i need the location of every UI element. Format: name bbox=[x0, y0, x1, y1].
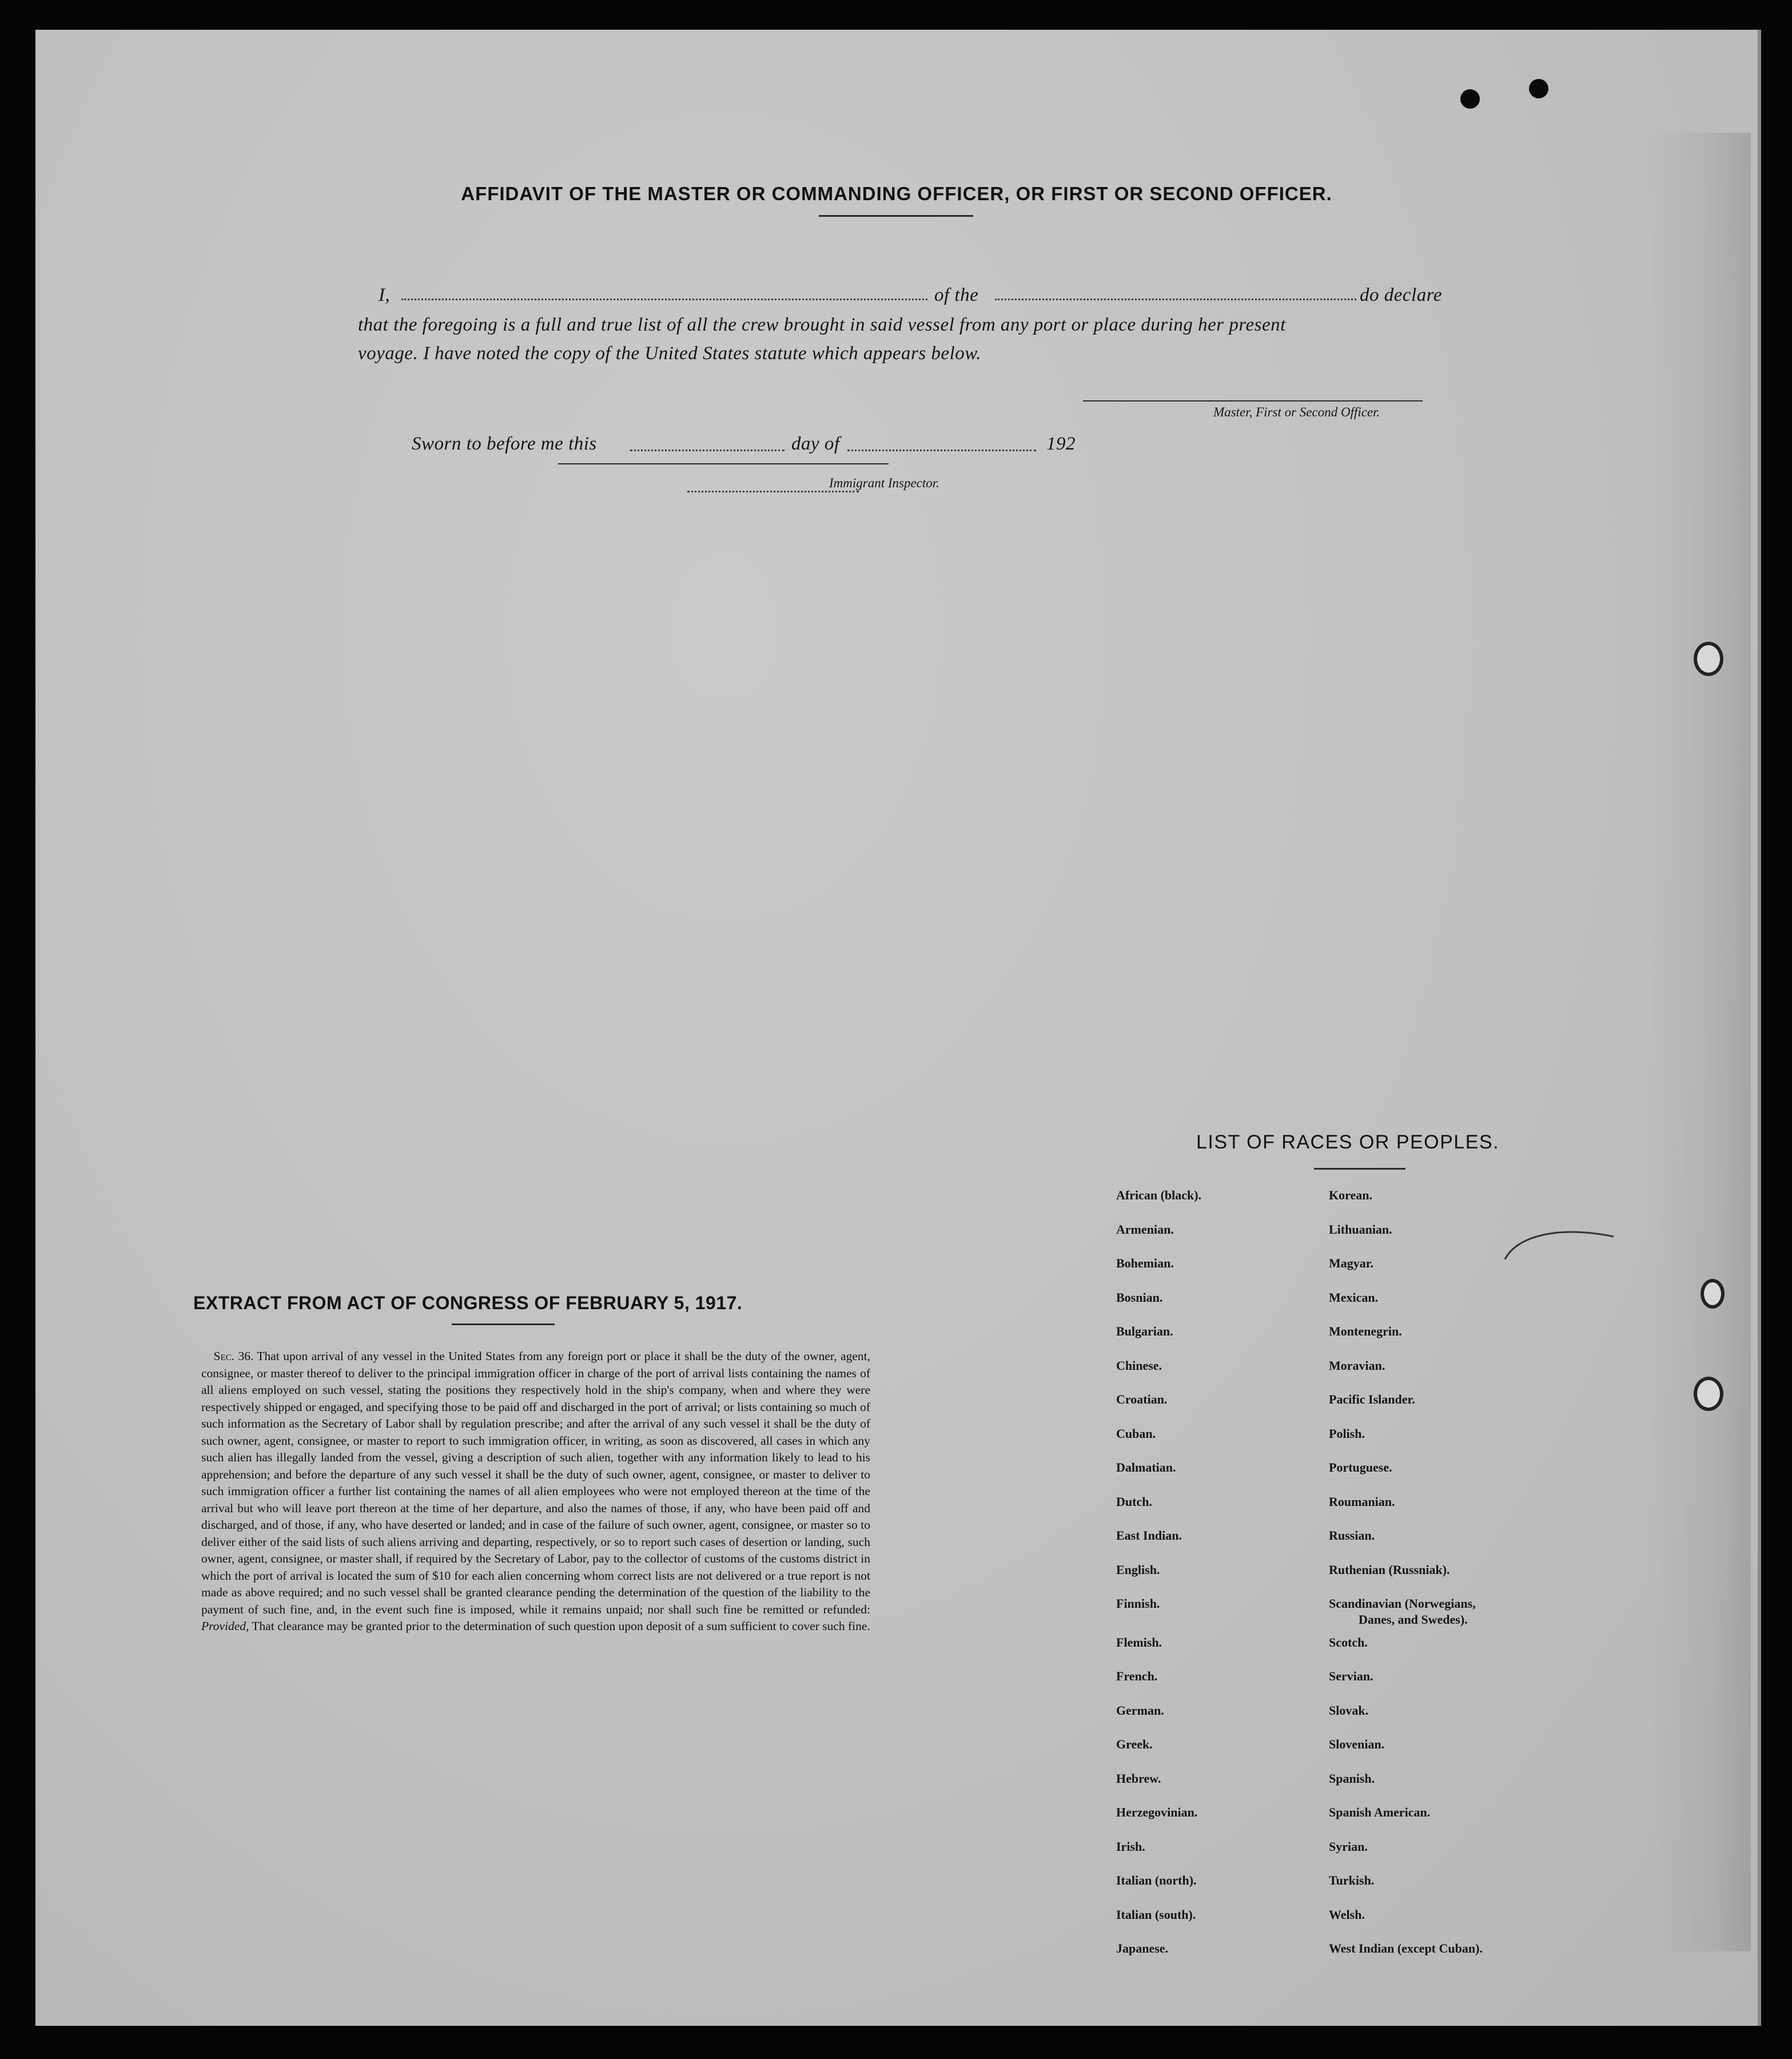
race-item: Bulgarian. bbox=[1116, 1324, 1173, 1338]
race-item: Welsh. bbox=[1329, 1907, 1365, 1922]
race-item: Slovak. bbox=[1329, 1703, 1369, 1718]
race-item: French. bbox=[1116, 1669, 1158, 1683]
race-item: Russian. bbox=[1329, 1528, 1375, 1543]
binding-ring bbox=[1694, 642, 1723, 676]
race-item: Croatian. bbox=[1116, 1392, 1168, 1406]
race-item: East Indian. bbox=[1116, 1528, 1182, 1543]
race-item: Irish. bbox=[1116, 1839, 1145, 1854]
race-item: Mexican. bbox=[1329, 1290, 1379, 1305]
day-blank bbox=[630, 450, 785, 451]
master-signature-label: Master, First or Second Officer. bbox=[1213, 405, 1380, 419]
race-item: Syrian. bbox=[1329, 1839, 1368, 1854]
race-item: Bosnian. bbox=[1116, 1290, 1163, 1305]
race-item: Chinese. bbox=[1116, 1358, 1162, 1373]
race-item: Spanish American. bbox=[1329, 1805, 1431, 1819]
pen-mark bbox=[1494, 1225, 1642, 1288]
race-item: Cuban. bbox=[1116, 1426, 1156, 1441]
title-underline bbox=[819, 215, 973, 217]
sworn-year: 192 bbox=[1046, 434, 1076, 454]
binding-ring bbox=[1694, 1377, 1723, 1411]
vessel-blank bbox=[995, 299, 1356, 300]
race-item: Magyar. bbox=[1329, 1256, 1374, 1270]
race-item: Spanish. bbox=[1329, 1771, 1375, 1786]
race-item: Ruthenian (Russniak). bbox=[1329, 1562, 1450, 1577]
race-item: Polish. bbox=[1329, 1426, 1365, 1441]
race-item: English. bbox=[1116, 1562, 1160, 1577]
race-item: Korean. bbox=[1329, 1188, 1372, 1202]
race-item: Bohemian. bbox=[1116, 1256, 1174, 1270]
month-blank bbox=[847, 450, 1036, 451]
affidavit-line-3: voyage. I have noted the copy of the United States statute which appears below. bbox=[358, 343, 982, 364]
race-item: Dutch. bbox=[1116, 1494, 1152, 1509]
races-title: LIST OF RACES OR PEOPLES. bbox=[1196, 1131, 1500, 1153]
affidavit-do-declare: do declare bbox=[1360, 285, 1442, 305]
punch-hole bbox=[1460, 89, 1480, 109]
race-item: West Indian (except Cuban). bbox=[1329, 1941, 1483, 1955]
race-item: Italian (south). bbox=[1116, 1907, 1196, 1922]
section-number: Sec. 36. bbox=[213, 1349, 254, 1363]
name-blank bbox=[401, 299, 927, 300]
race-item: Lithuanian. bbox=[1329, 1222, 1392, 1237]
master-signature-line bbox=[1083, 400, 1423, 402]
race-item: Flemish. bbox=[1116, 1635, 1162, 1649]
affidavit-i: I, bbox=[379, 285, 391, 305]
race-item: Dalmatian. bbox=[1116, 1460, 1176, 1474]
inspector-label: Immigrant Inspector. bbox=[829, 476, 939, 490]
race-item: Finnish. bbox=[1116, 1596, 1160, 1611]
race-item: Turkish. bbox=[1329, 1873, 1375, 1887]
extract-title: EXTRACT FROM ACT OF CONGRESS OF FEBRUARY 5, 1917. bbox=[193, 1293, 743, 1313]
race-item: Servian. bbox=[1329, 1669, 1373, 1683]
extract-text bbox=[201, 1348, 870, 1635]
inspector-signature-blank bbox=[687, 491, 859, 492]
race-item: Portuguese. bbox=[1329, 1460, 1392, 1474]
race-item: Roumanian. bbox=[1329, 1494, 1395, 1509]
extract-body-1: That upon arrival of any vessel in the United States from any foreign port or place it shall be the duty of the owner, agent, consignee, or master thereof to deliver to the principal immigration officer in charge of the port of arrival lists containing the names of all aliens employed on such vessel, stating the positions they respectively hold in the ship's company, when and where they were respectively shipped or engaged, and specifying those to be paid off and discharged in the port of arrival; or lists containing so much of such information as the Secretary of Labor shall by regulation prescribe; and after the arrival of any such vessel it shall be the duty of such owner, agent, consignee, or master to report to such immigration officer, in writing, as soon as discovered, all cases in which any such alien has illegally landed from the vessel, giving a description of such alien, together with any information likely to lead to his apprehension; and before the departure of any such vessel it shall be the duty of such owner, agent, consignee, or master to deliver to such immigration officer a further list containing the names of all alien employees who were not employed thereon at the time of the arrival but who will leave port thereon at the time of her departure, and also the names of those, if any, who have been paid off and discharged, and of those, if any, who have deserted or landed; and in case of the failure of such owner, agent, consignee, or master so to deliver either of the said lists of such aliens arriving and departing, respectively, or so to report such cases of desertion or landing, such owner, agent, consignee, or master shall, if required by the Secretary of Labor, pay to the collector of customs of the customs district in which the port of arrival is located the sum of $10 for each alien concerning whom correct lists are not delivered or a true report is not made as above required; and no such vessel shall be granted clearance pending the determination of the question of the liability to the payment of such fine, and, in the event such fine is imposed, while it remains unpaid; nor shall such fine be remitted or refunded: bbox=[201, 1349, 870, 1616]
extract-body-2: That clearance may be granted prior to the determination of such question upon deposit of a sum sufficient to cover such fine. bbox=[252, 1619, 870, 1633]
affidavit-of-the: of the bbox=[934, 285, 979, 305]
binding-ring bbox=[1701, 1279, 1725, 1309]
bleed-through-shadow bbox=[1648, 133, 1751, 1951]
race-item: German. bbox=[1116, 1703, 1164, 1718]
race-item: Slovenian. bbox=[1329, 1737, 1385, 1751]
race-item: Scandinavian (Norwegians, bbox=[1329, 1596, 1476, 1611]
affidavit-line-2: that the foregoing is a full and true list of all the crew brought in said vessel from any port or place during her present bbox=[358, 315, 1286, 335]
race-item: Moravian. bbox=[1329, 1358, 1385, 1373]
punch-hole bbox=[1529, 79, 1548, 98]
race-item: Pacific Islander. bbox=[1329, 1392, 1415, 1406]
affidavit-title: AFFIDAVIT OF THE MASTER OR COMMANDING OFFICER, OR FIRST OR SECOND OFFICER. bbox=[461, 183, 1332, 204]
inspector-top-line bbox=[558, 463, 889, 464]
race-item: Italian (north). bbox=[1116, 1873, 1197, 1887]
extract-title-underline bbox=[452, 1323, 555, 1325]
race-item: Japanese. bbox=[1116, 1941, 1169, 1955]
sworn-day-of: day of bbox=[791, 434, 840, 454]
races-title-underline bbox=[1314, 1168, 1405, 1170]
race-item: Danes, and Swedes). bbox=[1359, 1612, 1468, 1627]
race-item: Herzegovinian. bbox=[1116, 1805, 1198, 1819]
race-item: Greek. bbox=[1116, 1737, 1153, 1751]
race-item: Scotch. bbox=[1329, 1635, 1368, 1649]
race-item: Hebrew. bbox=[1116, 1771, 1161, 1786]
extract-provided: Provided, bbox=[201, 1619, 249, 1633]
race-item: Montenegrin. bbox=[1329, 1324, 1402, 1338]
race-item: Armenian. bbox=[1116, 1222, 1174, 1237]
document-page bbox=[35, 30, 1761, 2026]
sworn-text: Sworn to before me this bbox=[412, 434, 597, 454]
race-item: African (black). bbox=[1116, 1188, 1202, 1202]
